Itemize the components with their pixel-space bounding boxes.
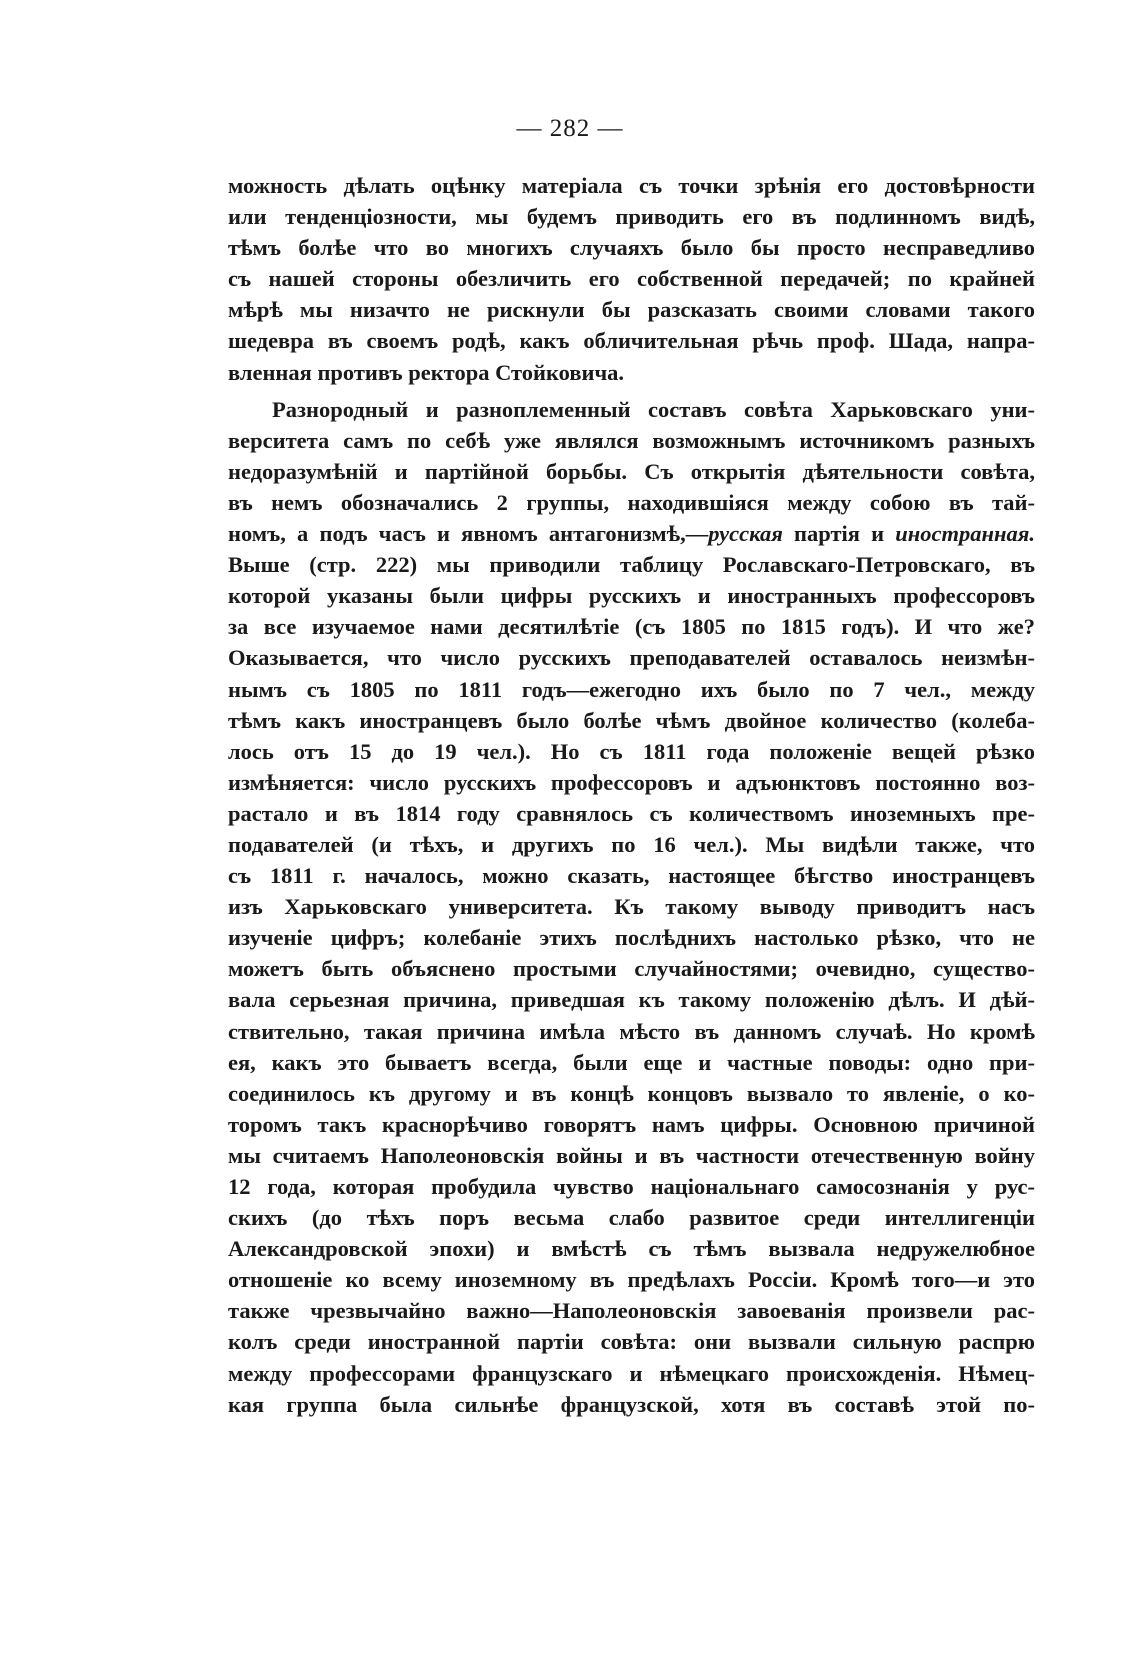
text-segment: номъ, а подъ часъ и явномъ антагонизмѣ,— xyxy=(228,521,709,547)
text-line: подавателей (и тѣхъ, и другихъ по 16 чел.). Мы видѣли также, что xyxy=(228,831,1035,857)
text-line: съ нашей стороны обезличить его собственной передачей; по крайней xyxy=(228,266,1035,292)
text-line: отношеніе ко всему иноземному въ предѣлахъ Россіи. Кромѣ того—и это xyxy=(228,1267,1035,1293)
text-line: Оказывается, что число русскихъ преподавателей оставалось неизмѣн- xyxy=(228,645,1035,671)
text-line: измѣняется: число русскихъ профессоровъ и адъюнктовъ постоянно воз- xyxy=(228,769,1035,795)
text-line: мѣрѣ мы низачто не рискнули бы разсказать своими словами такого xyxy=(228,297,1035,323)
text-line: въ немъ обозначались 2 группы, находившіяся между собою въ тай- xyxy=(228,489,1035,515)
text-line: съ 1811 г. началось, можно сказать, настоящее бѣгство иностранцевъ xyxy=(228,863,1035,889)
text-segment-italic: иностранная. xyxy=(895,521,1035,547)
paragraph-1 xyxy=(228,170,1035,388)
text-line: нымъ съ 1805 по 1811 годъ—ежегодно ихъ было по 7 чел., между xyxy=(228,676,1035,702)
text-line: которой указаны были цифры русскихъ и иностранныхъ профессоровъ xyxy=(228,583,1035,609)
text-line: можность дѣлать оцѣнку матеріала съ точки зрѣнія его достовѣрности xyxy=(228,173,1035,198)
text-line: вала серьезная причина, приведшая къ такому положенію дѣлъ. И дѣй- xyxy=(228,987,1035,1013)
text-line: ея, какъ это бываетъ всегда, были еще и частные поводы: одно при- xyxy=(228,1049,1035,1075)
text-line: недоразумѣній и партійной борьбы. Съ открытія дѣятельности совѣта, xyxy=(228,458,1035,484)
text-line: 12 года, которая пробудила чувство національнаго самосознанія у рус- xyxy=(228,1174,1035,1199)
text-line: или тенденціозности, мы будемъ приводить его въ подлинномъ видѣ, xyxy=(228,204,1035,230)
text-line: Выше (стр. 222) мы приводили таблицу Рославскаго-Петровскаго, въ xyxy=(228,552,1035,578)
text-line: шедевра въ своемъ родѣ, какъ обличительная рѣчь проф. Шада, напра- xyxy=(228,328,1035,354)
text-segment-italic: русская xyxy=(708,521,783,547)
text-line: торомъ такъ краснорѣчиво говорятъ намъ цифры. Основною причиной xyxy=(228,1111,1035,1137)
text-line: лось отъ 15 до 19 чел.). Но съ 1811 года положеніе вещей рѣзко xyxy=(228,738,1035,764)
text-line: колъ среди иностранной партіи совѣта: они вызвали сильную распрю xyxy=(228,1329,1035,1355)
page-number: — 282 — xyxy=(516,115,624,142)
text-line: растало и въ 1814 году сравнялось съ количествомъ иноземныхъ пре- xyxy=(228,800,1035,826)
text-line: скихъ (до тѣхъ поръ весьма слабо развитое среди интеллигенціи xyxy=(228,1205,1035,1231)
text-line: мы считаемъ Наполеоновскія войны и въ частности отечественную войну xyxy=(228,1142,1035,1168)
text-line: тѣмъ какъ иностранцевъ было болѣе чѣмъ двойное количество (колеба- xyxy=(228,707,1035,733)
body-text xyxy=(228,170,1035,1420)
text-line: также чрезвычайно важно—Наполеоновскія завоеванія произвели рас- xyxy=(228,1298,1035,1324)
text-line: между профессорами французскаго и нѣмецкаго происхожденія. Нѣмец- xyxy=(228,1360,1035,1386)
text-line-mixed xyxy=(228,518,1035,549)
text-line: Разнородный и разноплеменный составъ совѣта Харьковскаго уни- xyxy=(272,396,1035,422)
text-line: вленная противъ ректора Стойковича. xyxy=(228,359,625,385)
text-line: ствительно, такая причина имѣла мѣсто въ данномъ случаѣ. Но кромѣ xyxy=(228,1018,1035,1044)
text-line: Александровской эпохи) и вмѣстѣ съ тѣмъ вызвала недружелюбное xyxy=(228,1236,1035,1262)
text-line: за все изучаемое нами десятилѣтіе (съ 1805 по 1815 годъ). И что же? xyxy=(228,614,1035,640)
text-line: изъ Харьковскаго университета. Къ такому выводу приводитъ насъ xyxy=(228,894,1035,920)
text-segment: партія и xyxy=(782,521,896,547)
text-line: тѣмъ болѣе что во многихъ случаяхъ было бы просто несправедливо xyxy=(228,235,1035,261)
text-line: изученіе цифръ; колебаніе этихъ послѣднихъ настолько рѣзко, что не xyxy=(228,925,1035,951)
text-line: верситета самъ по себѣ уже являлся возможнымъ источникомъ разныхъ xyxy=(228,427,1035,453)
text-line: соединилось къ другому и въ концѣ концовъ вызвало то явленіе, о ко- xyxy=(228,1080,1035,1106)
paragraph-2 xyxy=(228,394,1035,1420)
text-line: кая группа была сильнѣе французской, хотя въ составѣ этой по- xyxy=(228,1391,1035,1417)
text-line: можетъ быть объяснено простыми случайностями; очевидно, существо- xyxy=(228,956,1035,982)
